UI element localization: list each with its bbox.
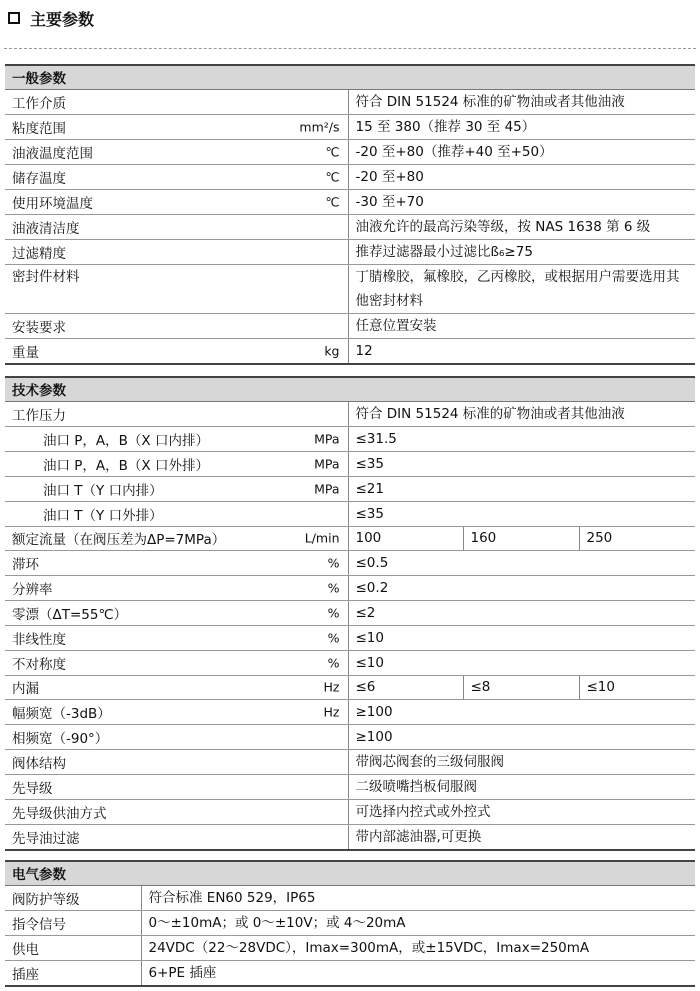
param-value: 符合 DIN 51524 标准的矿物油或者其他油液 [348,401,695,426]
table-row [5,114,695,139]
param-value: ≤35 [348,501,695,526]
table-row [5,139,695,164]
param-unit: Hz [323,679,340,695]
table-row [5,824,695,850]
param-value: 6+PE 插座 [141,960,695,986]
table-row [5,189,695,214]
table-row [5,885,695,910]
param-value: ≤2 [348,600,695,625]
param-label: 额定流量（在阀压差为ΔP=7MPa） L/min [5,526,348,550]
table-row [5,575,695,600]
param-value: ≤21 [348,476,695,501]
param-label: 工作介质 [5,89,348,114]
checkbox-square-icon [8,12,20,24]
param-unit: Hz [323,704,340,719]
param-label: 密封件材料 [5,264,348,313]
table-row [5,600,695,625]
param-label: 油口 P，A，B（X 口内排） MPa [5,426,348,451]
param-label: 先导级供油方式 [5,799,348,824]
table-row [5,451,695,476]
param-unit: ℃ [325,144,340,159]
param-unit: % [327,655,340,670]
table-row [5,164,695,189]
table-row [5,675,695,699]
param-unit: MPa [314,481,340,496]
section-header: 一般参数 [5,65,695,89]
param-value: ≥100 [348,699,695,724]
section-header-row [5,377,695,401]
table-row [5,526,695,550]
table-row [5,749,695,774]
table-row [5,774,695,799]
param-value: ≤10 [579,675,695,699]
param-value: 推荐过滤器最小过滤比ß₆≥75 [348,239,695,264]
param-value: 160 [463,526,579,550]
param-value: 12 [348,338,695,364]
param-label: 油口 P，A，B（X 口外排） MPa [5,451,348,476]
param-value: 任意位置安装 [348,313,695,338]
param-unit: L/min [304,530,340,546]
section-header-row [5,861,695,885]
param-value: 可选择内控式或外控式 [348,799,695,824]
table-row [5,89,695,114]
param-label: 工作压力 [5,401,348,426]
param-value: 0～±10mA；或 0～±10V；或 4～20mA [141,910,695,935]
param-value: ≤6 [348,675,463,699]
param-label: 先导级 [5,774,348,799]
param-value: 油液允许的最高污染等级，按 NAS 1638 第 6 级 [348,214,695,239]
param-label: 油口 T（Y 口内排） MPa [5,476,348,501]
param-label: 阀体结构 [5,749,348,774]
param-unit: kg [324,343,340,358]
param-value: -20 至+80（推荐+40 至+50） [348,139,695,164]
param-value: 丁腈橡胶，氟橡胶，乙丙橡胶，或根据用户需要选用其他密封材料 [348,264,695,313]
param-label: 指令信号 [5,910,141,935]
param-unit: % [327,580,340,595]
technical-params-table [5,376,695,851]
param-value: ≤35 [348,451,695,476]
param-value: ≤10 [348,650,695,675]
param-value: 带阀芯阀套的三级伺服阀 [348,749,695,774]
param-label: 过滤精度 [5,239,348,264]
param-label: 重量 kg [5,338,348,364]
param-unit: ℃ [325,169,340,184]
param-value: ≤0.2 [348,575,695,600]
param-value: ≥100 [348,724,695,749]
electrical-params-table [5,860,695,987]
divider [4,48,696,49]
table-row [5,960,695,986]
general-params-table [5,64,695,365]
param-unit: MPa [314,456,340,471]
param-label: 阀防护等级 [5,885,141,910]
param-label: 分辨率 % [5,575,348,600]
table-row [5,338,695,364]
param-unit: % [327,605,340,620]
table-row [5,239,695,264]
param-value: -20 至+80 [348,164,695,189]
param-value: 15 至 380（推荐 30 至 45） [348,114,695,139]
param-label: 粘度范围 mm²/s [5,114,348,139]
param-unit: % [327,630,340,645]
param-label: 相频宽（-90°） [5,724,348,749]
param-label: 油液清洁度 [5,214,348,239]
param-value: 24VDC（22～28VDC），Imax=300mA，或±15VDC，Imax=250mA [141,935,695,960]
table-row [5,910,695,935]
table-row [5,625,695,650]
param-label: 油口 T（Y 口外排） [5,501,348,526]
param-label: 安装要求 [5,313,348,338]
param-label: 油液温度范围 ℃ [5,139,348,164]
table-row [5,501,695,526]
page-title [6,7,94,29]
table-row [5,214,695,239]
param-value: ≤31.5 [348,426,695,451]
table-row [5,550,695,575]
param-value: 符合标准 EN60 529，IP65 [141,885,695,910]
table-row [5,650,695,675]
param-label: 储存温度 ℃ [5,164,348,189]
param-unit: ℃ [325,194,340,209]
param-value: ≤0.5 [348,550,695,575]
section-header: 技术参数 [5,377,695,401]
param-value: 100 [348,526,463,550]
param-label: 零漂（ΔT=55℃） % [5,600,348,625]
param-label: 滞环 % [5,550,348,575]
page-title-text: 主要参数 [30,9,95,29]
param-label: 使用环境温度 ℃ [5,189,348,214]
param-label: 先导油过滤 [5,824,348,850]
param-value: 符合 DIN 51524 标准的矿物油或者其他油液 [348,89,695,114]
table-row [5,401,695,426]
param-label: 非线性度 % [5,625,348,650]
section-header: 电气参数 [5,861,695,885]
param-label: 插座 [5,960,141,986]
param-value: 250 [579,526,695,550]
param-label: 供电 [5,935,141,960]
table-row [5,935,695,960]
param-unit: mm²/s [299,119,340,134]
param-label: 幅频宽（-3dB） Hz [5,699,348,724]
table-row [5,426,695,451]
table-row [5,313,695,338]
param-value: ≤10 [348,625,695,650]
table-row [5,724,695,749]
param-unit: % [327,555,340,570]
section-header-row [5,65,695,89]
table-row [5,799,695,824]
param-value: ≤8 [463,675,579,699]
table-row [5,264,695,313]
param-unit: MPa [314,431,340,446]
param-value: -30 至+70 [348,189,695,214]
param-label: 不对称度 % [5,650,348,675]
table-row [5,476,695,501]
param-label: 内漏 Hz [5,675,348,699]
param-value: 二级喷嘴挡板伺服阀 [348,774,695,799]
param-value: 带内部滤油器,可更换 [348,824,695,850]
table-row [5,699,695,724]
